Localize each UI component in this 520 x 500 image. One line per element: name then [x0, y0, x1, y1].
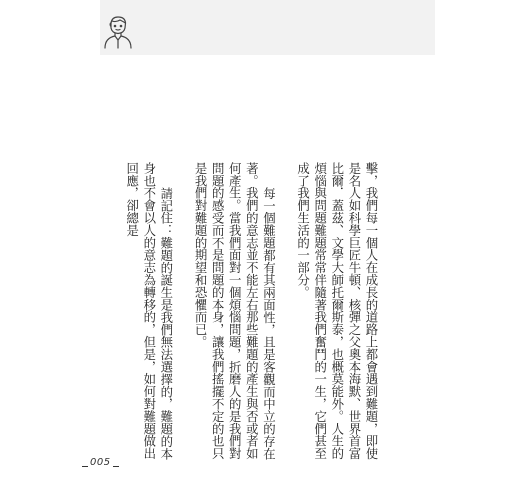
person-outline-icon: [103, 15, 133, 49]
folio-rule-right: [113, 466, 119, 467]
paragraph: 擊，我們每一個人在成長的道路上都會遇到難題，即使是名人如科學巨匠牛頓、核彈之父奧本海默、世界首富比爾．蓋茲、文學大師托爾斯泰，也概莫能外。人生的煩惱與問題難題常常伴隨著我們奮鬥的一生，它們甚至成了我們生活的一部分。: [295, 162, 379, 460]
paragraph: 請記住：難題的誕生是我們無法選擇的，難題的本身也不會以人的意志為轉移的，但是，如何對難題做出回應，卻總是: [124, 162, 174, 460]
page-number: 005: [90, 457, 111, 468]
folio-rule-left: [82, 466, 88, 467]
paragraph: 每一個難題都有其兩面性，且是客觀而中立的存在著。我們的意志並不能左右那些難題的產生與否或者如何產生。當我們面對一個煩惱問題，折磨人的是我們對問題的感受而不是問題的本身，讓我們搖擺不定的也只是我們對難題的期望和恐懼而已。: [193, 162, 277, 460]
header-band: [100, 0, 435, 55]
vertical-body-text: [124, 162, 380, 462]
